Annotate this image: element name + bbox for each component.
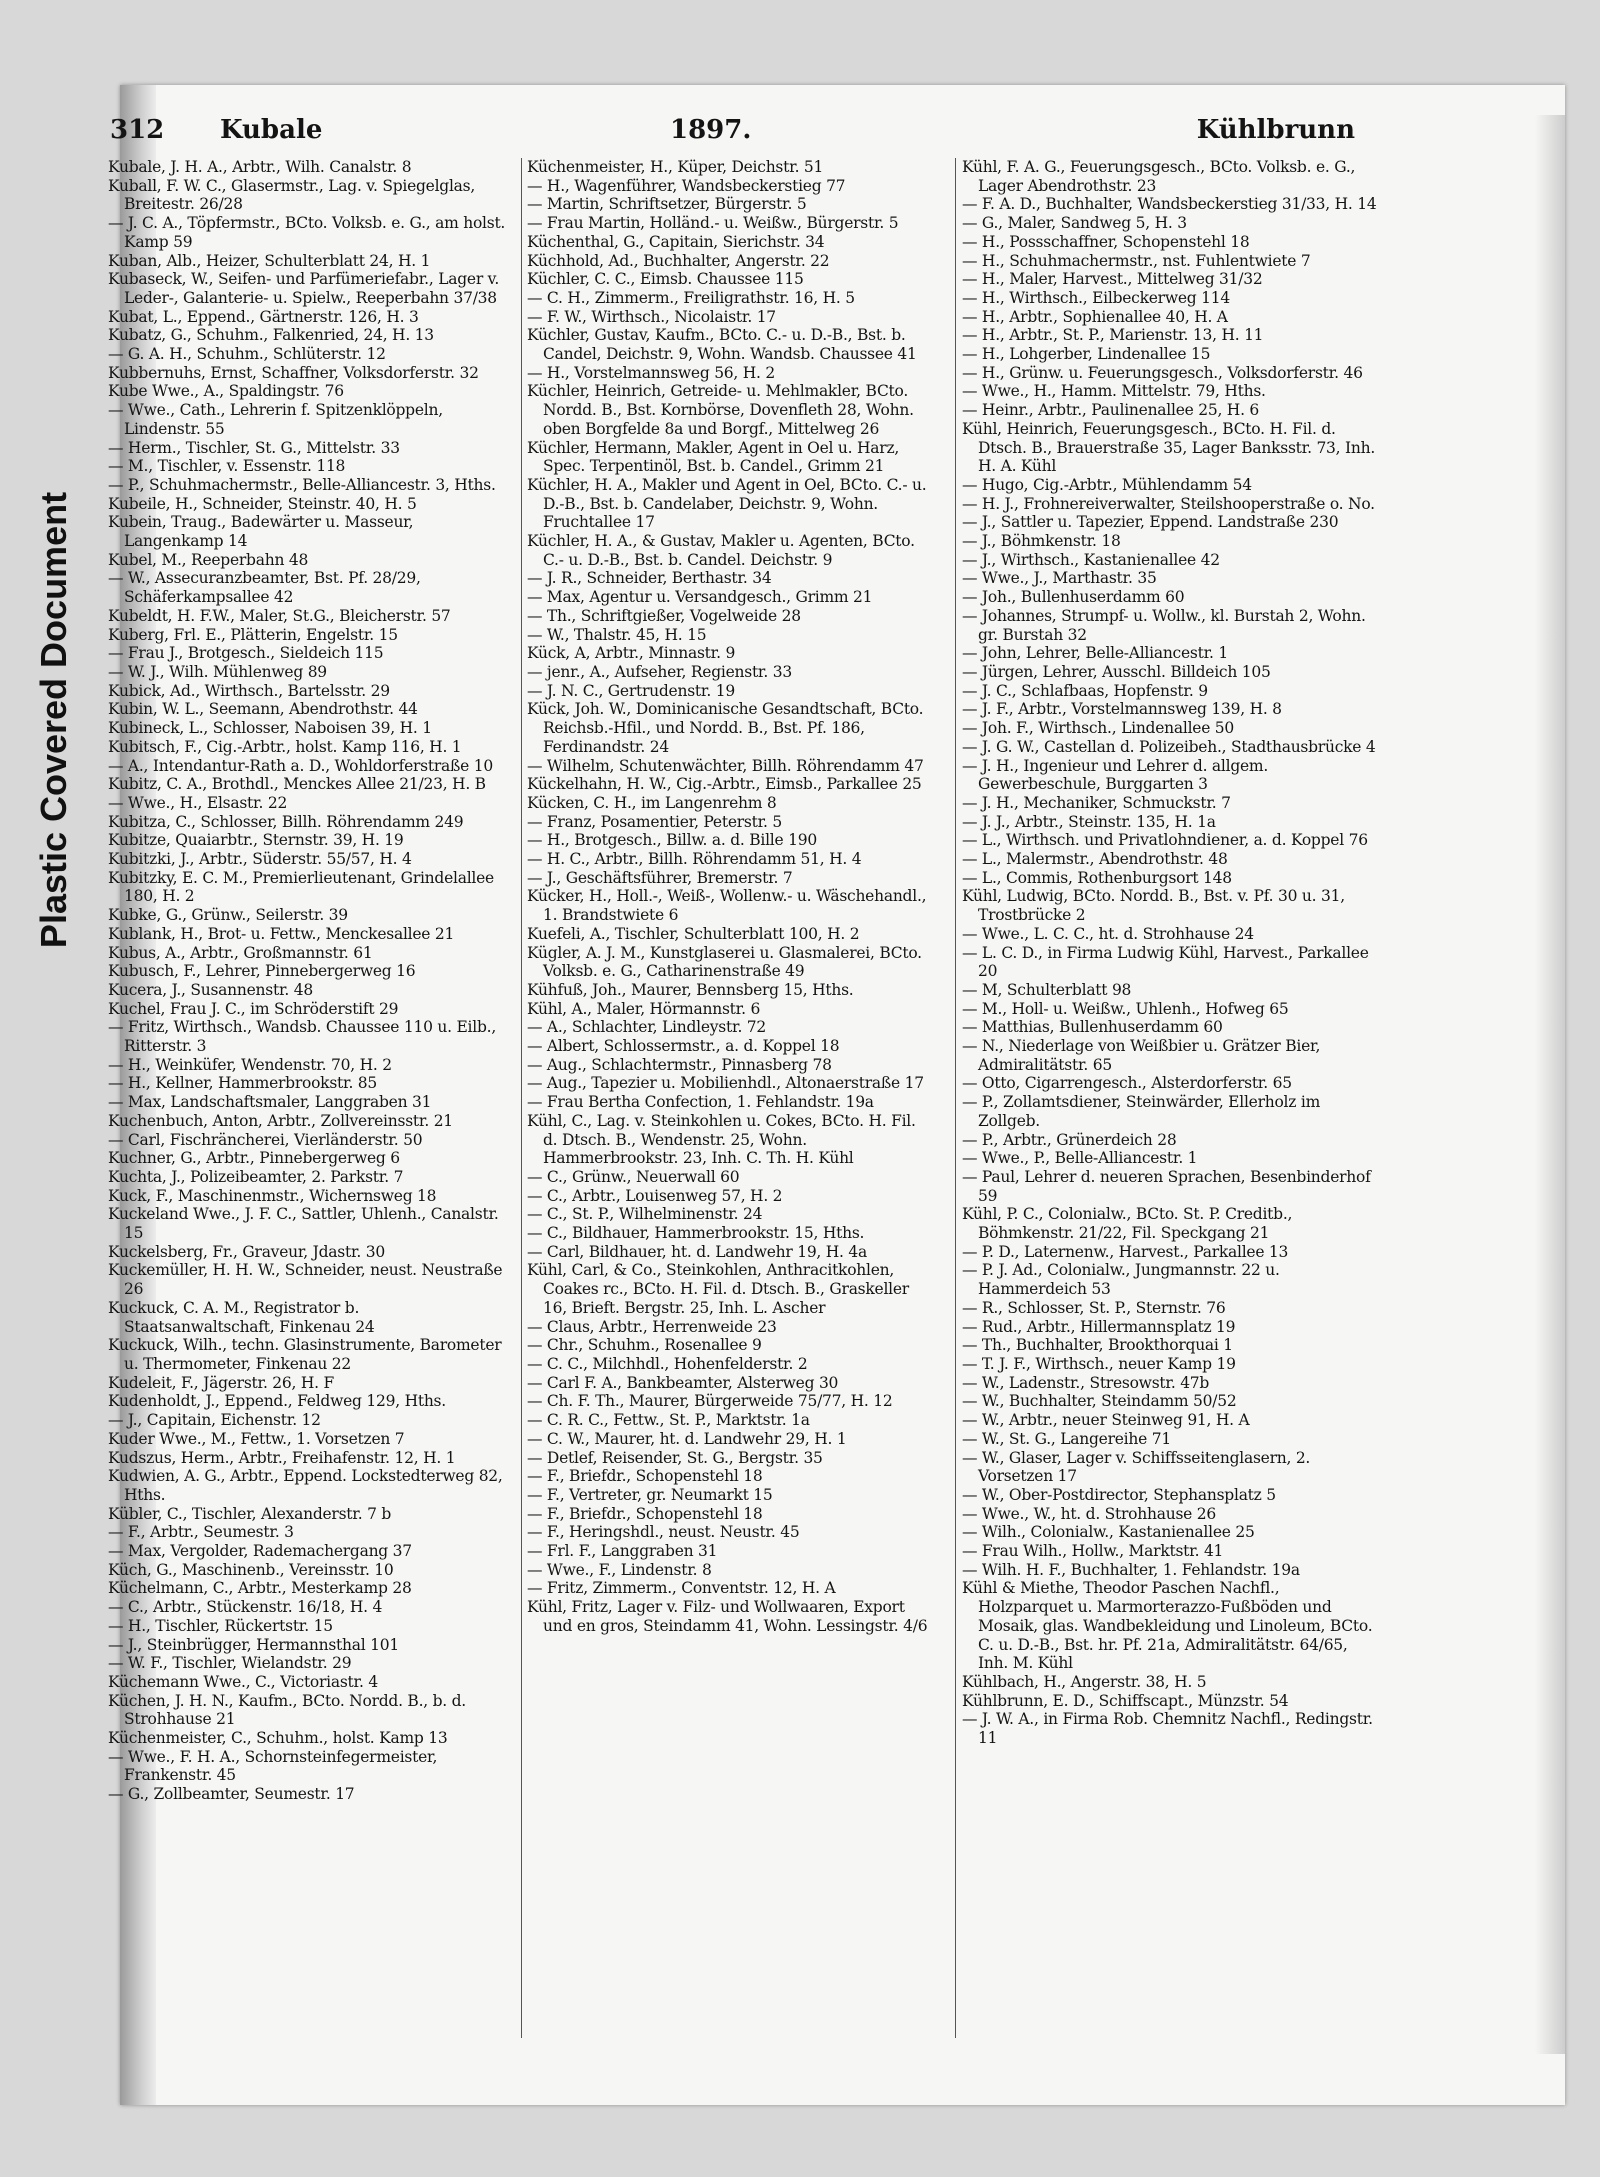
directory-entry: — F., Briefdr., Schopenstehl 18 [527,1467,763,1486]
directory-entry: Kubitz, C. A., Brothdl., Menckes Allee 21/23, H. B [108,775,486,794]
directory-entry: — F., Arbtr., Seumestr. 3 [108,1523,294,1542]
directory-entry: Kück, A, Arbtr., Minnastr. 9 [527,644,736,663]
directory-entry: Kubitza, C., Schlosser, Billh. Röhrendamm 249 [108,812,464,831]
directory-entry: Kückelhahn, H. W., Cig.-Arbtr., Eimsb., Parkallee 25 [527,775,922,794]
directory-entry: Küchen, J. H. N., Kaufm., BCto. Nordd. B., b. d. Strohhause 21 [108,1691,466,1729]
directory-entry: — Joh. F., Wirthsch., Lindenallee 50 [962,719,1235,738]
directory-column-3 [962,158,1377,1748]
directory-entry: — P., Zollamtsdiener, Steinwärder, Ellerholz im Zollgeb. [962,1093,1321,1130]
directory-entry: Kübler, C., Tischler, Alexanderstr. 7 b [108,1504,392,1523]
directory-entry: — J., Sattler u. Tapezier, Eppend. Landstraße 230 [962,513,1339,532]
directory-entry: — L., Malermstr., Abendrothstr. 48 [962,850,1228,869]
directory-entry: Küchenmeister, C., Schuhm., holst. Kamp 13 [108,1729,448,1748]
directory-entry: — J. C., Schlafbaas, Hopfenstr. 9 [962,681,1208,700]
directory-entry: — J. H., Mechaniker, Schmuckstr. 7 [962,793,1231,812]
directory-entry: Küchler, Heinrich, Getreide- u. Mehlmakler, BCto. Nordd. B., Bst. Kornbörse, Dovenfleth 28, Wohn. oben Borgfelde 8a und Borgf., Mittelweg 26 [527,382,914,438]
directory-entry: — J. H., Ingenieur und Lehrer d. allgem. Gewerbeschule, Burggarten 3 [962,756,1269,794]
directory-entry: Kubeldt, H. F.W., Maler, St.G., Bleicherstr. 57 [108,606,451,625]
directory-entry: — Wwe., Cath., Lehrerin f. Spitzenklöppeln, Lindenstr. 55 [108,401,443,438]
directory-entry: Kuck, F., Maschinenmstr., Wichernsweg 18 [108,1186,437,1205]
directory-entry: — H., Lohgerber, Lindenallee 15 [962,345,1211,364]
directory-entry: — M, Schulterblatt 98 [962,980,1132,999]
directory-entry: — C. H., Zimmerm., Freiligrathstr. 16, H. 5 [527,288,855,307]
directory-entry: — H. C., Arbtr., Billh. Röhrendamm 51, H. 4 [527,850,862,869]
directory-entry: — W., Assecuranzbeamter, Bst. Pf. 28/29, Schäferkampsallee 42 [108,569,421,607]
directory-entry: Küchhold, Ad., Buchhalter, Angerstr. 22 [527,251,830,270]
directory-entry: Kuchenbuch, Anton, Arbtr., Zollvereinsstr. 21 [108,1111,453,1130]
directory-entry: Kühl, F. A. G., Feuerungsgesch., BCto. Volksb. e. G., Lager Abendrothstr. 23 [962,158,1356,195]
directory-entry: — Frau Bertha Confection, 1. Fehlandstr. 19a [527,1093,874,1112]
directory-entry: — W., Ober-Postdirector, Stephansplatz 5 [962,1485,1276,1504]
column-divider [955,158,956,2038]
directory-entry: Kubick, Ad., Wirthsch., Bartelsstr. 29 [108,681,390,700]
directory-entry: Kubke, G., Grünw., Seilerstr. 39 [108,906,348,925]
directory-entry: Kubitsch, F., Cig.-Arbtr., holst. Kamp 116, H. 1 [108,737,462,756]
directory-entry: — Frl. F., Langgraben 31 [527,1542,718,1561]
directory-entry: Kühl, Fritz, Lager v. Filz- und Wollwaaren, Export und en gros, Steindamm 41, Wohn. Lessingstr. 4/6 [527,1598,928,1635]
directory-entry: Küchenmeister, H., Küper, Deichstr. 51 [527,158,824,176]
directory-entry: — J. R., Schneider, Berthastr. 34 [527,569,772,588]
directory-entry: — jenr., A., Aufseher, Regienstr. 33 [527,662,792,681]
directory-entry: Kücken, C. H., im Langenrehm 8 [527,793,777,812]
directory-entry: Küchenthal, G., Capitain, Sierichstr. 34 [527,232,825,251]
directory-entry: — Th., Buchhalter, Brookthorquai 1 [962,1336,1233,1355]
directory-entry: Kuckelsberg, Fr., Graveur, Jdastr. 30 [108,1242,386,1261]
directory-entry: Küchler, H. A., & Gustav, Makler u. Agenten, BCto. C.- u. D.-B., Bst. b. Candel. Deichstr. 9 [527,532,915,569]
directory-entry: — Heinr., Arbtr., Paulinenallee 25, H. 6 [962,401,1260,420]
directory-entry: Kücker, H., Holl.-, Weiß-, Wollenw.- u. Wäschehandl., 1. Brandstwiete 6 [527,887,927,925]
directory-entry: — Carl F. A., Bankbeamter, Alsterweg 30 [527,1373,839,1392]
column-divider [521,158,522,2038]
header-last-entry-word: Kühlbrunn [1196,115,1355,145]
directory-entry: — Jürgen, Lehrer, Ausschl. Billdeich 105 [962,662,1271,681]
directory-entry: Kuder Wwe., M., Fettw., 1. Vorsetzen 7 [108,1429,405,1448]
directory-entry: Küch, G., Maschinenb., Vereinsstr. 10 [108,1560,394,1579]
directory-entry: — Detlef, Reisender, St. G., Bergstr. 35 [527,1448,823,1467]
directory-entry: Kubeile, H., Schneider, Steinstr. 40, H. 5 [108,494,417,513]
directory-entry: Kubaseck, W., Seifen- und Parfümeriefabr., Lager v. Leder-, Galanterie- u. Spielw., Reeperbahn 37/38 [108,270,500,307]
directory-entry: — C., Arbtr., Louisenweg 57, H. 2 [527,1186,783,1205]
directory-entry: — J., Wirthsch., Kastanienallee 42 [962,550,1220,569]
directory-entry: — J., Geschäftsführer, Bremerstr. 7 [527,868,793,887]
directory-entry: Kubineck, L., Schlosser, Naboisen 39, H. 1 [108,719,432,738]
directory-entry: — H. J., Frohnereiverwalter, Steilshooperstraße o. No. [962,494,1375,513]
directory-column-2 [527,158,932,1636]
directory-entry: — F., Vertreter, gr. Neumarkt 15 [527,1485,773,1504]
directory-entry: — W. F., Tischler, Wielandstr. 29 [108,1654,352,1673]
directory-entry: — J. N. C., Gertrudenstr. 19 [527,681,735,700]
directory-entry: — H., Brotgesch., Billw. a. d. Bille 190 [527,831,817,850]
directory-entry: — F., Briefdr., Schopenstehl 18 [527,1504,763,1523]
directory-entry: — M., Holl- u. Weißw., Uhlenh., Hofweg 65 [962,999,1289,1018]
directory-entry: Kubale, J. H. A., Arbtr., Wilh. Canalstr. 8 [108,158,412,176]
directory-entry: Küchler, Gustav, Kaufm., BCto. C.- u. D.-B., Bst. b. Candel, Deichstr. 9, Wohn. Wandsb. Chaussee 41 [527,326,917,364]
directory-entry: Kuchner, G., Arbtr., Pinnebergerweg 6 [108,1149,400,1168]
directory-entry: Kügler, A. J. M., Kunstglaserei u. Glasmalerei, BCto. Volksb. e. G., Catharinenstraße 49 [527,943,922,981]
directory-entry: — Max, Landschaftsmaler, Langgraben 31 [108,1093,432,1112]
directory-entry: — H., Weinküfer, Wendenstr. 70, H. 2 [108,1055,392,1074]
directory-entry: — Matthias, Bullenhuserdamm 60 [962,1018,1223,1037]
directory-entry: — Wwe., W., ht. d. Strohhause 26 [962,1504,1216,1523]
directory-entry: — J. C. A., Töpfermstr., BCto. Volksb. e. G., am holst. Kamp 59 [108,214,506,251]
page-number: 312 [110,115,165,145]
directory-entry: Kühlbach, H., Angerstr. 38, H. 5 [962,1672,1207,1691]
directory-entry: — Wwe., P., Belle-Alliancestr. 1 [962,1149,1198,1168]
directory-entry: — Aug., Tapezier u. Mobilienhdl., Altonaerstraße 17 [527,1074,924,1093]
directory-entry: — Wilhelm, Schutenwächter, Billh. Röhrendamm 47 [527,756,924,775]
directory-entry: — C. C., Milchhdl., Hohenfelderstr. 2 [527,1355,808,1373]
directory-entry: — C., St. P., Wilhelminenstr. 24 [527,1205,763,1224]
directory-entry: Küchler, C. C., Eimsb. Chaussee 115 [527,270,804,289]
directory-entry: Kühl, Heinrich, Feuerungsgesch., BCto. H. Fil. d. Dtsch. B., Brauerstraße 35, Lager Banksstr. 73, Inh. H. A. Kühl [962,419,1376,476]
directory-entry: Kudeleit, F., Jägerstr. 26, H. F [108,1373,335,1392]
directory-entry: — Wwe., F. H. A., Schornsteinfegermeister, Frankenstr. 45 [108,1747,438,1785]
directory-entry: Kudenholdt, J., Eppend., Feldweg 129, Hths. [108,1392,446,1411]
directory-entry: — Wwe., H., Elsastr. 22 [108,793,288,812]
directory-entry: — P., Schuhmachermstr., Belle-Alliancestr. 3, Hths. [108,475,496,494]
directory-entry: — Joh., Bullenhuserdamm 60 [962,588,1185,607]
directory-entry: — Albert, Schlossermstr., a. d. Koppel 18 [527,1037,840,1056]
directory-entry: — J. F., Arbtr., Vorstelmannsweg 139, H. 8 [962,700,1282,719]
directory-entry: — Franz, Posamentier, Peterstr. 5 [527,812,783,831]
directory-entry: — W., Arbtr., neuer Steinweg 91, H. A [962,1411,1250,1430]
directory-entry: — Wwe., L. C. C., ht. d. Strohhause 24 [962,924,1254,943]
directory-entry: — C., Bildhauer, Hammerbrookstr. 15, Hths. [527,1224,865,1243]
directory-entry: — Th., Schriftgießer, Vogelweide 28 [527,606,801,625]
directory-entry: Kück, Joh. W., Dominicanische Gesandtschaft, BCto. Reichsb.-Hfil., und Nordd. B., Bst. Pf. 186, Ferdinandstr. 24 [527,700,924,756]
directory-entry: — Max, Vergolder, Rademachergang 37 [108,1542,412,1561]
directory-entry: Kühl, A., Maler, Hörmannstr. 6 [527,999,761,1018]
directory-entry: — G., Zollbeamter, Seumestr. 17 [108,1785,355,1804]
directory-entry: — Paul, Lehrer d. neueren Sprachen, Besenbinderhof 59 [962,1167,1371,1205]
directory-entry: Kubatz, G., Schuhm., Falkenried, 24, H. 13 [108,326,434,345]
directory-entry: — H., Tischler, Rückertstr. 15 [108,1616,333,1635]
directory-entry: — Claus, Arbtr., Herrenweide 23 [527,1317,777,1336]
directory-entry: Kuball, F. W. C., Glasermstr., Lag. v. Spiegelglas, Breitestr. 26/28 [108,176,476,214]
directory-entry: — Aug., Schlachtermstr., Pinnasberg 78 [527,1055,832,1074]
directory-entry: Kuchta, J., Polizeibeamter, 2. Parkstr. 7 [108,1167,404,1186]
directory-entry: — Max, Agentur u. Versandgesch., Grimm 21 [527,588,873,607]
directory-entry: — Johannes, Strumpf- u. Wollw., kl. Burstah 2, Wohn. gr. Burstah 32 [962,606,1366,644]
directory-entry: — Chr., Schuhm., Rosenallee 9 [527,1336,762,1355]
directory-entry: — J. J., Arbtr., Steinstr. 135, H. 1a [962,812,1216,831]
directory-entry: — H., Arbtr., St. P., Marienstr. 13, H. 11 [962,326,1264,345]
directory-entry: Kubat, L., Eppend., Gärtnerstr. 126, H. 3 [108,307,419,326]
directory-entry: — C., Grünw., Neuerwall 60 [527,1167,740,1186]
directory-entry: — H., Wagenführer, Wandsbeckerstieg 77 [527,176,846,195]
directory-entry: — Hugo, Cig.-Arbtr., Mühlendamm 54 [962,475,1252,494]
directory-entry: Küchelmann, C., Arbtr., Mesterkamp 28 [108,1579,412,1598]
directory-entry: — G. A. H., Schuhm., Schlüterstr. 12 [108,345,386,364]
directory-entry: — F. A. D., Buchhalter, Wandsbeckerstieg 31/33, H. 14 [962,195,1377,214]
directory-entry: — J., Capitain, Eichenstr. 12 [108,1411,321,1430]
directory-entry: — F., Heringshdl., neust. Neustr. 45 [527,1523,800,1542]
directory-entry: — Carl, Bildhauer, ht. d. Landwehr 19, H. 4a [527,1242,868,1261]
directory-entry: Kublank, H., Brot- u. Fettw., Menckesallee 21 [108,924,455,943]
directory-entry: — J., Böhmkenstr. 18 [962,532,1121,551]
directory-entry: — A., Intendantur-Rath a. D., Wohldorferstraße 10 [108,756,493,775]
directory-entry: Kuckuck, C. A. M., Registrator b. Staatsanwaltschaft, Finkenau 24 [108,1298,375,1336]
directory-entry: — L., Wirthsch. und Privatlohndiener, a. d. Koppel 76 [962,831,1368,850]
directory-entry: — Fritz, Zimmerm., Conventstr. 12, H. A [527,1579,836,1598]
directory-entry: — Ch. F. Th., Maurer, Bürgerweide 75/77, H. 12 [527,1392,893,1411]
directory-entry: — H., Schuhmachermstr., nst. Fuhlentwiete 7 [962,251,1311,270]
directory-entry: — Wwe., H., Hamm. Mittelstr. 79, Hths. [962,382,1266,401]
header-year: 1897. [670,115,752,145]
directory-entry: Kubus, A., Arbtr., Großmannstr. 61 [108,943,373,962]
directory-entry: Kuckeland Wwe., J. F. C., Sattler, Uhlenh., Canalstr. 15 [108,1205,499,1243]
directory-entry: — H., Possschaffner, Schopenstehl 18 [962,232,1250,251]
directory-entry: — W., Buchhalter, Steindamm 50/52 [962,1392,1237,1411]
directory-entry: Küchemann Wwe., C., Victoriastr. 4 [108,1672,378,1691]
directory-entry: Kubitzky, E. C. M., Premierlieutenant, Grindelallee 180, H. 2 [108,868,494,906]
directory-entry: — M., Tischler, v. Essenstr. 118 [108,457,346,476]
directory-entry: — T. J. F., Wirthsch., neuer Kamp 19 [962,1355,1236,1373]
directory-entry: — Carl, Fischräncherei, Vierländerstr. 50 [108,1130,423,1149]
directory-entry: Kuckemüller, H. H. W., Schneider, neust. Neustraße 26 [108,1261,503,1299]
directory-entry: — L., Commis, Rothenburgsort 148 [962,868,1232,887]
directory-entry: — W., St. G., Langereihe 71 [962,1429,1171,1448]
directory-entry: — Otto, Cigarrengesch., Alsterdorferstr. 65 [962,1074,1292,1093]
directory-entry: Kucera, J., Susannenstr. 48 [108,980,314,999]
directory-entry: Kuban, Alb., Heizer, Schulterblatt 24, H. 1 [108,251,431,270]
directory-entry: Kubitze, Quaiarbtr., Sternstr. 39, H. 19 [108,831,404,850]
directory-entry: Kuckuck, Wilh., techn. Glasinstrumente, Barometer u. Thermometer, Finkenau 22 [108,1336,502,1373]
directory-entry: Kühl, P. C., Colonialw., BCto. St. P. Creditb., Böhmkenstr. 21/22, Fil. Speckgang 21 [962,1205,1293,1243]
directory-entry: — H., Maler, Harvest., Mittelweg 31/32 [962,270,1263,289]
directory-entry: Kühl, Ludwig, BCto. Nordd. B., Bst. v. Pf. 30 u. 31, Trostbrücke 2 [962,887,1345,925]
page-edge-shadow [1535,115,1565,2054]
directory-entry: Kubin, W. L., Seemann, Abendrothstr. 44 [108,700,418,719]
directory-entry: — H., Arbtr., Sophienallee 40, H. A [962,307,1228,326]
directory-entry: — R., Schlosser, St. P., Sternstr. 76 [962,1298,1226,1317]
directory-entry: Kuchel, Frau J. C., im Schröderstift 29 [108,999,399,1018]
directory-entry: — P. D., Laternenw., Harvest., Parkallee 13 [962,1242,1289,1261]
directory-entry: Kubbernuhs, Ernst, Schaffner, Volksdorferstr. 32 [108,363,479,382]
directory-entry: — Wwe., J., Marthastr. 35 [962,569,1157,588]
directory-entry: — A., Schlachter, Lindleystr. 72 [527,1018,767,1037]
directory-entry: — Herm., Tischler, St. G., Mittelstr. 33 [108,438,400,457]
directory-entry: Kühfuß, Joh., Maurer, Bennsberg 15, Hths. [527,980,854,999]
directory-entry: — J. G. W., Castellan d. Polizeibeh., Stadthausbrücke 4 [962,737,1376,756]
directory-entry: Kube Wwe., A., Spaldingstr. 76 [108,382,344,401]
directory-entry: Kuefeli, A., Tischler, Schulterblatt 100, H. 2 [527,924,860,943]
directory-entry: — Wilh. H. F., Buchhalter, 1. Fehlandstr. 19a [962,1560,1300,1579]
directory-entry: — W., Ladenstr., Stresowstr. 47b [962,1373,1210,1392]
directory-entry: — Frau J., Brotgesch., Sieldeich 115 [108,644,384,663]
directory-entry: — N., Niederlage von Weißbier u. Grätzer Bier, Admiralitätstr. 65 [962,1037,1321,1074]
plastic-covered-label-text: Plastic Covered Document [33,491,75,949]
directory-entry: Kühl, C., Lag. v. Steinkohlen u. Cokes, BCto. H. Fil. d. Dtsch. B., Wendenstr. 25, Wohn. Hammerbrookstr. 23, Inh. C. Th. H. Kühl [527,1111,916,1168]
directory-entry: — C. R. C., Fettw., St. P., Marktstr. 1a [527,1411,810,1430]
directory-entry: — Rud., Arbtr., Hillermannsplatz 19 [962,1317,1236,1336]
directory-entry: — W. J., Wilh. Mühlenweg 89 [108,662,327,681]
directory-entry: — G., Maler, Sandweg 5, H. 3 [962,214,1187,233]
directory-entry: — W., Thalstr. 45, H. 15 [527,625,707,644]
directory-entry: Kühlbrunn, E. D., Schiffscapt., Münzstr. 54 [962,1691,1289,1710]
directory-entry: Kubein, Traug., Badewärter u. Masseur, Langenkamp 14 [108,513,414,551]
directory-entry: — Frau Wilh., Hollw., Marktstr. 41 [962,1542,1224,1561]
directory-entry: Küchler, Hermann, Makler, Agent in Oel u. Harz, Spec. Terpentinöl, Bst. b. Candel., Grimm 21 [527,438,900,476]
directory-entry: — Wilh., Colonialw., Kastanienallee 25 [962,1523,1255,1542]
plastic-covered-label [14,440,94,1000]
directory-entry: Kuberg, Frl. E., Plätterin, Engelstr. 15 [108,625,398,644]
directory-entry: Kühl & Miethe, Theodor Paschen Nachfl., Holzparquet u. Marmorterazzo-Fußböden und Mosaik, glas. Wandbekleidung und Linoleum, BCto. C. u. D.-B., Bst. hr. Pf. 21a, Admiralitätstr. 64/65, Inh. M. Kühl [962,1579,1373,1673]
directory-entry: — Martin, Schriftsetzer, Bürgerstr. 5 [527,195,807,214]
directory-entry: Kühl, Carl, & Co., Steinkohlen, Anthracitkohlen, Coakes rc., BCto. H. Fil. d. Dtsch. B., Graskeller 16, Brieft. Bergstr. 25, Inh. L. Ascher [527,1261,909,1317]
directory-entry: — H., Grünw. u. Feuerungsgesch., Volksdorferstr. 46 [962,363,1363,382]
directory-entry: — P., Arbtr., Grünerdeich 28 [962,1130,1177,1149]
directory-entry: Kudszus, Herm., Arbtr., Freihafenstr. 12, H. 1 [108,1448,456,1467]
directory-entry: — C. W., Maurer, ht. d. Landwehr 29, H. 1 [527,1429,847,1448]
directory-entry: — Frau Martin, Holländ.- u. Weißw., Bürgerstr. 5 [527,214,899,233]
directory-entry: Kubitzki, J., Arbtr., Süderstr. 55/57, H. 4 [108,850,412,869]
directory-entry: — L. C. D., in Firma Ludwig Kühl, Harvest., Parkallee 20 [962,943,1369,981]
directory-entry: Kubel, M., Reeperbahn 48 [108,550,309,569]
directory-entry: — H., Kellner, Hammerbrookstr. 85 [108,1074,378,1093]
directory-entry: Kubusch, F., Lehrer, Pinnebergerweg 16 [108,962,416,981]
directory-entry: — J. W. A., in Firma Rob. Chemnitz Nachfl., Redingstr. 11 [962,1710,1373,1748]
directory-entry: — C., Arbtr., Stückenstr. 16/18, H. 4 [108,1598,383,1617]
header-first-entry-word: Kubale [220,115,323,145]
page-header [110,115,1355,155]
directory-entry: — H., Vorstelmannsweg 56, H. 2 [527,363,776,382]
directory-entry: — F. W., Wirthsch., Nicolaistr. 17 [527,307,776,326]
directory-entry: — John, Lehrer, Belle-Alliancestr. 1 [962,644,1229,663]
directory-entry: — H., Wirthsch., Eilbeckerweg 114 [962,288,1230,307]
directory-entry: — W., Glaser, Lager v. Schiffsseitenglasern, 2. Vorsetzen 17 [962,1448,1311,1486]
directory-entry: Kudwien, A. G., Arbtr., Eppend. Lockstedterweg 82, Hths. [108,1467,503,1504]
directory-entry: — J., Steinbrügger, Hermannsthal 101 [108,1635,399,1654]
directory-entry: — Fritz, Wirthsch., Wandsb. Chaussee 110 u. Eilb., Ritterstr. 3 [108,1018,496,1056]
directory-entry: — Wwe., F., Lindenstr. 8 [527,1560,712,1579]
directory-entry: — P. J. Ad., Colonialw., Jungmannstr. 22 u. Hammerdeich 53 [962,1261,1280,1299]
directory-entry: Küchler, H. A., Makler und Agent in Oel, BCto. C.- u. D.-B., Bst. b. Candelaber, Deichstr. 9, Wohn. Fruchtallee 17 [527,475,927,532]
directory-column-1 [108,158,513,1804]
